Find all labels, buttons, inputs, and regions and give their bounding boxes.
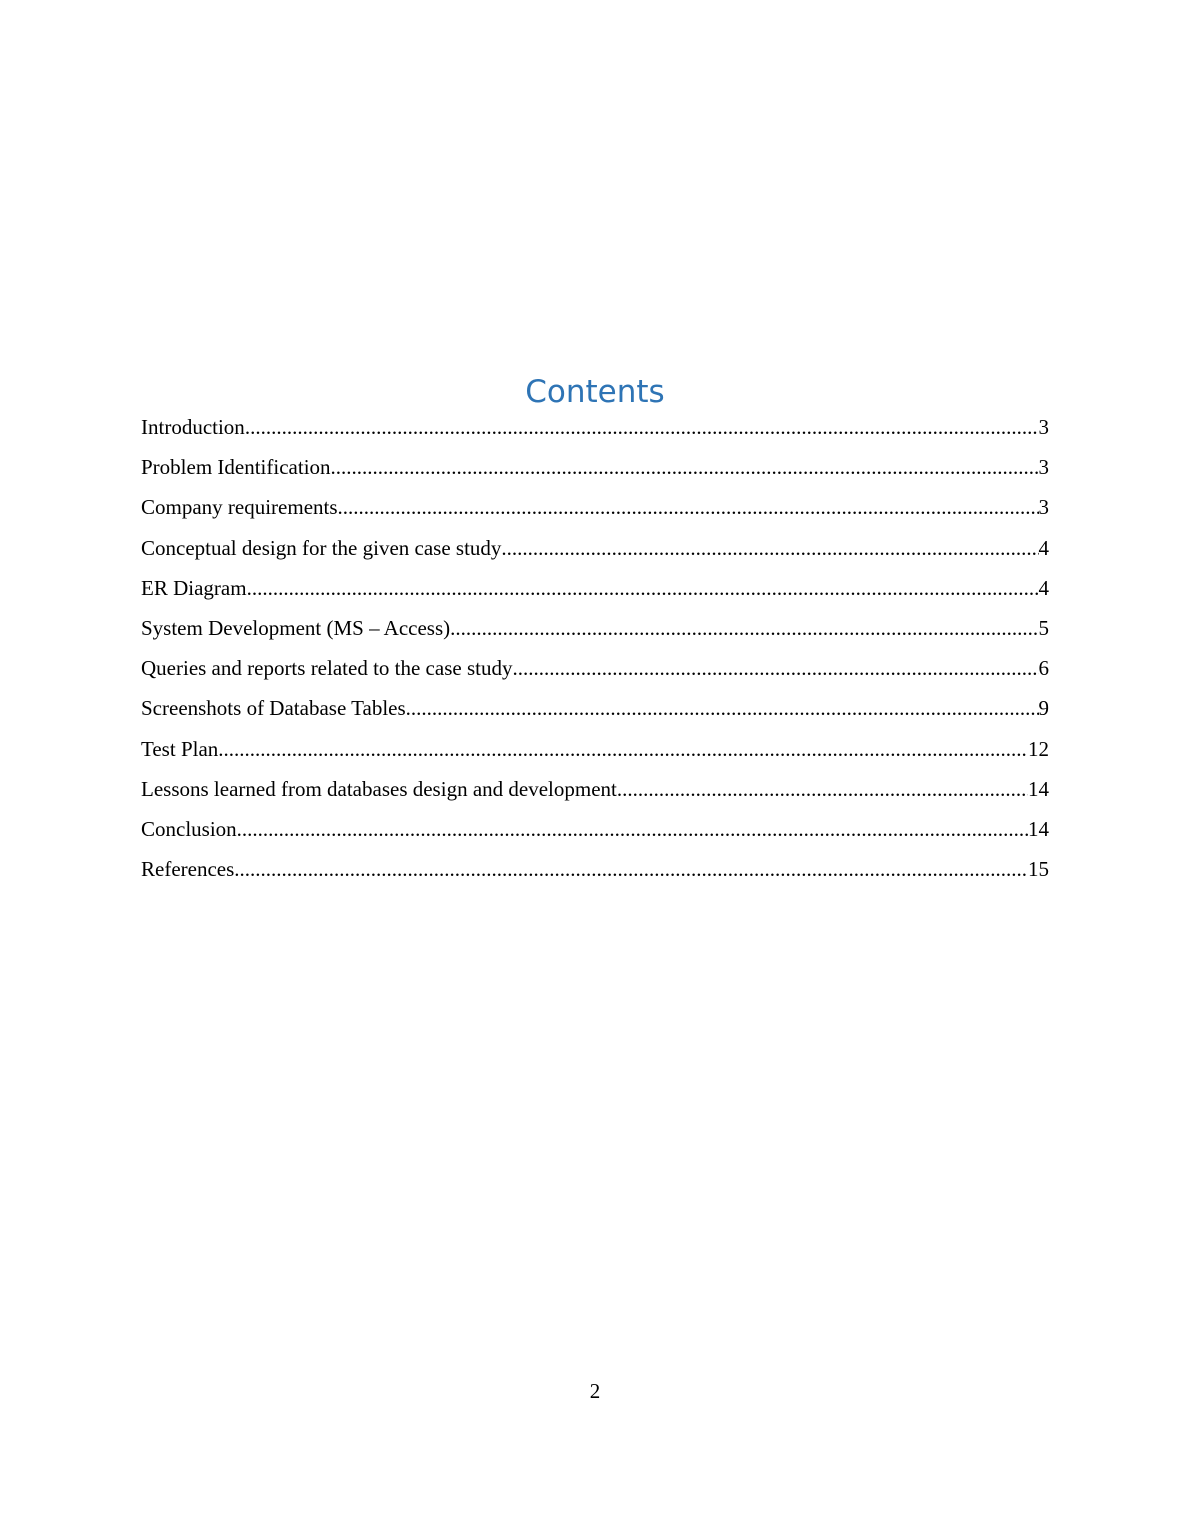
toc-entry-page: 4	[1038, 575, 1049, 600]
toc-entry-page: 3	[1038, 415, 1049, 439]
toc-dot-leader	[512, 651, 1038, 685]
toc-heading: Contents	[525, 374, 665, 410]
toc-entry-page: 4	[1038, 535, 1049, 560]
toc-entry-conceptual-design[interactable]	[141, 531, 1049, 571]
toc-entry-title: Test Plan	[141, 736, 219, 761]
toc-dot-leader	[234, 852, 1028, 886]
toc-entry-page: 12	[1028, 736, 1049, 761]
toc-dot-leader	[245, 410, 1039, 444]
toc-dot-leader	[237, 812, 1028, 846]
toc-entry-page: 6	[1038, 656, 1049, 681]
toc-entry-references[interactable]	[141, 852, 1049, 892]
toc-entry-title: References	[141, 857, 235, 882]
toc-entry-problem-identification[interactable]	[141, 450, 1049, 490]
toc-entry-test-plan[interactable]	[141, 732, 1049, 772]
toc-entry-queries-and-reports[interactable]	[141, 651, 1049, 691]
page-number: 2	[589, 1379, 601, 1403]
toc-entry-lessons-learned[interactable]	[141, 772, 1049, 812]
toc-dot-leader	[501, 531, 1038, 565]
toc-entry-title: Company requirements	[141, 495, 338, 520]
toc-entry-title: Screenshots of Database Tables	[141, 696, 406, 721]
toc-entry-screenshots[interactable]	[141, 691, 1049, 731]
toc-dot-leader	[450, 611, 1038, 645]
table-of-contents	[141, 410, 1049, 892]
toc-entry-page: 14	[1028, 776, 1049, 801]
toc-entry-title: Conceptual design for the given case study	[141, 535, 502, 560]
toc-entry-page: 14	[1028, 816, 1049, 841]
toc-dot-leader	[338, 490, 1039, 524]
toc-entry-page: 9	[1038, 696, 1049, 721]
toc-entry-title: Queries and reports related to the case study	[141, 656, 513, 681]
toc-dot-leader	[218, 732, 1028, 766]
toc-entry-title: Introduction	[141, 415, 245, 439]
toc-dot-leader	[331, 450, 1039, 484]
toc-dot-leader	[247, 571, 1039, 605]
toc-entry-system-development[interactable]	[141, 611, 1049, 651]
toc-entry-page: 3	[1038, 455, 1049, 480]
toc-entry-conclusion[interactable]	[141, 812, 1049, 852]
toc-dot-leader	[406, 691, 1039, 725]
toc-entry-title: Lessons learned from databases design and development	[141, 776, 617, 801]
toc-entry-page: 3	[1038, 495, 1049, 520]
toc-entry-page: 5	[1038, 615, 1049, 640]
toc-dot-leader	[617, 772, 1028, 806]
toc-entry-title: Problem Identification	[141, 455, 331, 480]
toc-entry-er-diagram[interactable]	[141, 571, 1049, 611]
toc-entry-introduction[interactable]	[141, 410, 1049, 450]
toc-entry-title: System Development (MS – Access)	[141, 615, 451, 640]
toc-entry-company-requirements[interactable]	[141, 490, 1049, 530]
toc-entry-title: Conclusion	[141, 816, 237, 841]
toc-entry-page: 15	[1028, 857, 1049, 882]
toc-entry-title: ER Diagram	[141, 575, 247, 600]
